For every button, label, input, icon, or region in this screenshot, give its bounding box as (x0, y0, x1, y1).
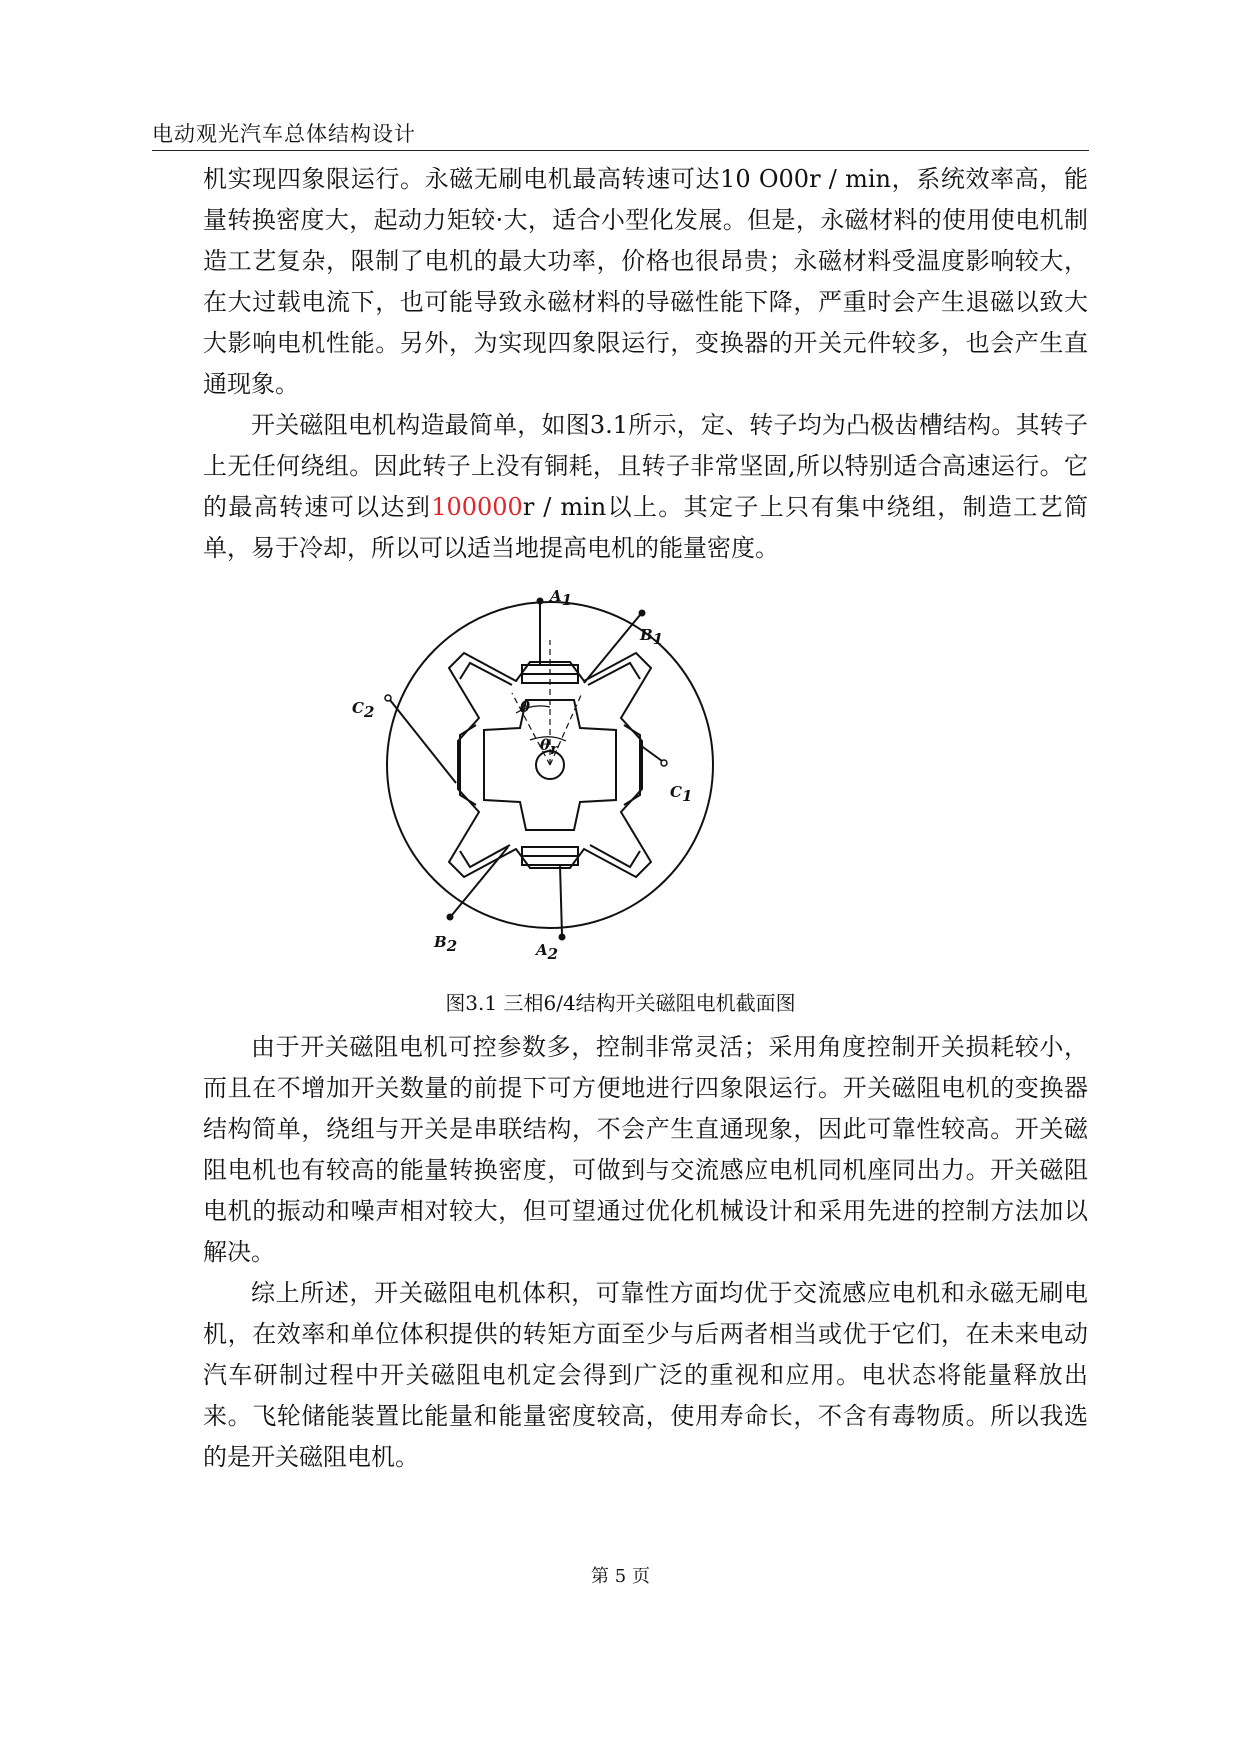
paragraph-2 (203, 405, 1088, 569)
highlighted-speed-value: 100000 (431, 493, 523, 521)
running-header: 电动观光汽车总体结构设计 (152, 122, 416, 146)
body-section-top (203, 159, 1088, 569)
figure-caption: 图3.1 三相6/4结构开关磁阻电机截面图 (445, 991, 796, 1015)
label-a1: A1 (550, 587, 573, 609)
label-b1: B1 (640, 626, 664, 648)
body-section-bottom (203, 1027, 1088, 1478)
label-a2: A2 (536, 941, 559, 960)
paragraph-2-text-a: 开关磁阻电机构造最简单，如图3.1所示，定、转子均为凸极齿槽结构。其转子上无任何绕组。因此转子上没有铜耗，且转子非常坚固,所以特别适合高速运行。它的最高转速可以达到 (203, 411, 1088, 521)
label-c2: C2 (352, 699, 375, 721)
paragraph-3: 由于开关磁阻电机可控参数多，控制非常灵活；采用角度控制开关损耗较小，而且在不增加开关数量的前提下可方便地进行四象限运行。开关磁阻电机的变换器结构简单，绕组与开关是串联结构，不会产生直通现象，因此可靠性较高。开关磁阻电机也有较高的能量转换密度，可做到与交流感应电机同机座同出力。开关磁阻电机的振动和噪声相对较大，但可望通过优化机械设计和采用先进的控制方法加以解决。 (203, 1033, 1088, 1266)
page-number: 第 5 页 (591, 1566, 650, 1587)
header-divider (152, 150, 1089, 151)
paragraph-2-text-b: r / min以上。其定子上只有集中绕组，制造工艺简单，易于冷却，所以可以适当地提高电机的能量密度。 (203, 493, 1088, 562)
label-c1: C1 (670, 783, 693, 805)
paragraph-4: 综上所述，开关磁阻电机体积，可靠性方面均优于交流感应电机和永磁无刷电机，在效率和单位体积提供的转矩方面至少与后两者相当或优于它们，在未来电动汽车研制过程中开关磁阻电机定会得到广泛的重视和应用。电状态将能量释放出来。飞轮储能装置比能量和能量密度较高，使用寿命长，不含有毒物质。所以我选的是开关磁阻电机。 (203, 1279, 1088, 1471)
lead-b2 (452, 847, 508, 915)
label-b2: B2 (434, 933, 458, 955)
lead-a2 (560, 865, 562, 935)
motor-diagram (340, 585, 760, 960)
lead-c2 (390, 700, 456, 783)
label-theta-r: θr (540, 736, 558, 758)
label-theta: θ (520, 698, 531, 716)
paragraph-1: 机实现四象限运行。永磁无刷电机最高转速可达10 O00r / min，系统效率高，能量转换密度大，起动力矩较·大，适合小型化发展。但是，永磁材料的使用使电机制造工艺复杂，限制了电机的最大功率，价格也很昂贵；永磁材料受温度影响较大，在大过载电流下，也可能导致永磁材料的导磁性能下降，严重时会产生退磁以致大大影响电机性能。另外，为实现四象限运行，变换器的开关元件较多，也会产生直通现象。 (203, 165, 1088, 398)
lead-c1 (640, 745, 662, 761)
motor-cross-section-figure (340, 585, 760, 960)
